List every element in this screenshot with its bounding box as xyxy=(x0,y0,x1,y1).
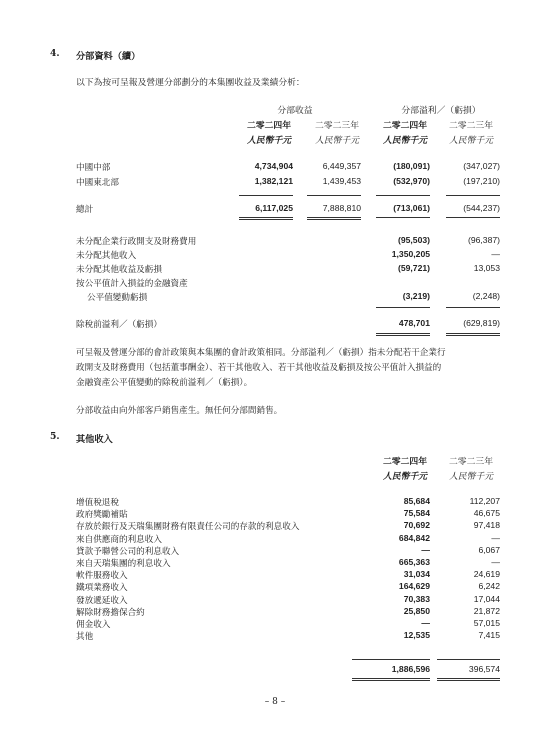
cell-value: 25,850 xyxy=(403,605,430,616)
row-label: 其他 xyxy=(76,632,94,643)
rule xyxy=(352,659,430,660)
cell-value: 24,619 xyxy=(473,569,500,580)
header-unit: 人民幣千元 xyxy=(449,472,493,482)
rule xyxy=(352,680,430,681)
header-year-2024: 二零二四年 xyxy=(383,457,427,467)
row-label: 發放遞延收入 xyxy=(76,595,128,606)
section-5-number: 5. xyxy=(50,431,60,442)
rule xyxy=(352,678,430,679)
row-label: 鐵項業務收入 xyxy=(76,583,128,594)
cell-value-total: 396,574 xyxy=(468,664,500,674)
row-label-northeast-china: 中國東北部 xyxy=(76,178,119,188)
cell-value: 70,692 xyxy=(403,520,430,531)
cell-value: (713,061) xyxy=(393,203,430,213)
row-label: 來自天瑞集團的利息收入 xyxy=(76,559,171,569)
rule xyxy=(446,217,500,218)
cell-value: (180,091) xyxy=(393,161,430,171)
cell-value: 1,350,205 xyxy=(391,249,430,259)
header-unit: 人民幣千元 xyxy=(383,472,427,482)
rule xyxy=(307,217,361,218)
rule xyxy=(446,195,500,196)
header-unit: 人民幣千元 xyxy=(315,136,359,146)
cell-value: (544,237) xyxy=(463,203,500,213)
cell-value: (197,210) xyxy=(463,176,500,186)
row-label-unallocated-other-income: 未分配其他收入 xyxy=(76,251,137,261)
row-label: 來自供應商的利息收入 xyxy=(76,534,162,545)
row-label-central-china: 中國中部 xyxy=(76,163,111,173)
cell-value: 31,034 xyxy=(403,569,430,580)
note-accounting-policy-line: 政開支及財務費用（包括董事酬金）、若干其他收入、若干其他收益及虧損及按公平值計入損益的 xyxy=(76,363,442,373)
header-segment-revenue: 分部收益 xyxy=(277,106,313,116)
row-label-profit-before-tax: 除稅前溢利／（虧損） xyxy=(76,320,162,330)
rule xyxy=(376,307,430,308)
cell-value: 6,449,357 xyxy=(322,161,361,171)
cell-value: 13,053 xyxy=(473,263,500,273)
header-year-2024: 二零二四年 xyxy=(247,121,291,131)
cell-value: 1,382,121 xyxy=(254,176,293,186)
note-segment-revenue: 分部收益由向外部客戶銷售產生。無任何分部間銷售。 xyxy=(76,406,283,416)
row-label: 軟件服務收入 xyxy=(76,571,128,582)
cell-value: (95,503) xyxy=(397,235,430,245)
cell-value: (96,387) xyxy=(467,235,500,245)
cell-value: (59,721) xyxy=(397,263,430,273)
cell-value: 4,734,904 xyxy=(254,161,293,171)
header-unit: 人民幣千元 xyxy=(449,136,493,146)
row-label: 解除財務擔保合約 xyxy=(76,607,145,618)
row-label-total: 總計 xyxy=(76,205,94,215)
cell-value: 665,363 xyxy=(398,557,430,567)
cell-value: 478,701 xyxy=(398,318,430,328)
rule xyxy=(446,307,500,308)
page-number: – 8 – xyxy=(264,697,286,707)
cell-value: (3,219) xyxy=(402,291,430,301)
row-label-fair-value-loss: 公平值變動虧損 xyxy=(87,293,148,303)
cell-value: 6,117,025 xyxy=(255,203,293,213)
section-4-title: 分部資料（續） xyxy=(76,51,141,62)
rule xyxy=(446,335,500,336)
cell-value: 684,842 xyxy=(398,532,430,543)
row-label: 貸款予聯營公司的利息收入 xyxy=(76,546,180,557)
header-year-2023: 二零二三年 xyxy=(449,457,493,467)
section-4-number: 4. xyxy=(50,48,60,59)
rule xyxy=(437,678,500,679)
row-label-fvtpl: 按公平值計入損益的金融資產 xyxy=(76,279,188,289)
cell-value: 70,383 xyxy=(403,593,430,604)
rule xyxy=(437,680,500,681)
rule xyxy=(446,333,500,334)
cell-value: 17,044 xyxy=(473,593,500,604)
cell-value: 12,535 xyxy=(403,630,430,641)
rule xyxy=(239,219,293,220)
row-label-unallocated-admin: 未分配企業行政開支及財務費用 xyxy=(76,237,197,247)
rule xyxy=(376,335,430,336)
rule xyxy=(239,195,293,196)
row-label-unallocated-gains: 未分配其他收益及虧損 xyxy=(76,265,162,275)
cell-value: (629,819) xyxy=(463,318,500,328)
cell-value: (2,248) xyxy=(472,291,500,301)
cell-value: 6,242 xyxy=(478,581,500,592)
cell-value: — xyxy=(491,532,500,543)
rule xyxy=(307,195,361,196)
cell-value: 21,872 xyxy=(473,605,500,616)
cell-value-total: 1,886,596 xyxy=(391,664,430,674)
header-year-2023: 二零二三年 xyxy=(315,121,359,131)
rule xyxy=(307,219,361,220)
cell-value: — xyxy=(421,618,430,628)
cell-value: 164,629 xyxy=(398,581,430,592)
note-accounting-policy-line: 金融資產公平值變動的除稅前溢利／（虧損）。 xyxy=(76,378,253,388)
rule xyxy=(239,217,293,218)
cell-value: 7,415 xyxy=(478,630,500,641)
rule xyxy=(376,195,430,196)
cell-value: 6,067 xyxy=(478,544,500,555)
cell-value: 97,418 xyxy=(473,520,500,531)
cell-value: (347,027) xyxy=(463,161,500,171)
rule xyxy=(437,659,500,660)
row-label: 增值稅退稅 xyxy=(76,498,119,508)
header-unit: 人民幣千元 xyxy=(247,136,291,146)
row-label: 佣金收入 xyxy=(76,620,111,630)
cell-value: 85,684 xyxy=(403,496,430,506)
rule xyxy=(376,217,430,218)
cell-value: — xyxy=(491,249,500,259)
cell-value: 112,207 xyxy=(469,496,500,506)
header-unit: 人民幣千元 xyxy=(383,136,427,146)
cell-value: — xyxy=(421,544,430,555)
cell-value: 75,584 xyxy=(403,508,430,519)
header-segment-profit: 分部溢利／（虧損） xyxy=(401,106,481,116)
section-4-intro: 以下為按可呈報及營運分部劃分的本集團收益及業績分析： xyxy=(76,78,305,88)
cell-value: 7,888,810 xyxy=(322,203,361,213)
section-5-title: 其他收入 xyxy=(76,434,113,445)
cell-value: 57,015 xyxy=(473,618,500,628)
rule xyxy=(376,333,430,334)
note-accounting-policy-line: 可呈報及營運分部的會計政策與本集團的會計政策相同。分部溢利／（虧損）指未分配若干企業行 xyxy=(76,348,446,358)
cell-value: (532,970) xyxy=(393,176,430,186)
cell-value: 1,439,453 xyxy=(322,176,361,186)
row-label: 政府獎勵補貼 xyxy=(76,510,128,521)
cell-value: 46,675 xyxy=(473,508,500,519)
cell-value: — xyxy=(491,557,500,567)
header-year-2024: 二零二四年 xyxy=(383,121,427,131)
row-label: 存放於銀行及天瑞集團財務有限責任公司的存款的利息收入 xyxy=(76,522,300,533)
header-year-2023: 二零二三年 xyxy=(449,121,493,131)
